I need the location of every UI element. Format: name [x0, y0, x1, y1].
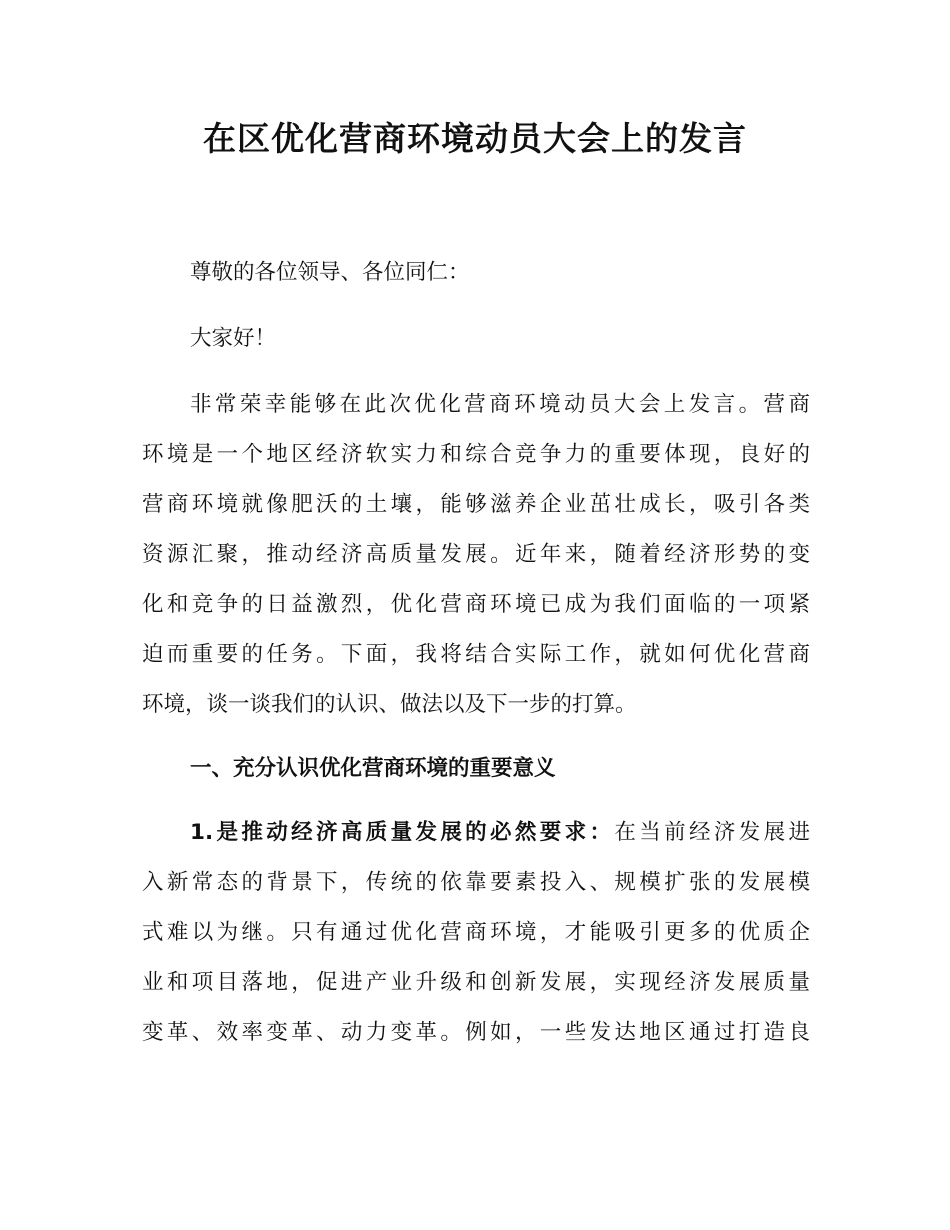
section-1-heading: 一、充分认识优化营商环境的重要意义 [190, 756, 556, 781]
intro-line-4: 资源汇聚，推动经济高质量发展。近年来，随着经济形势的变 [142, 542, 810, 567]
intro-line-5: 化和竞争的日益激烈，优化营商环境已成为我们面临的一项紧 [142, 592, 810, 617]
intro-line-1: 非常荣幸能够在此次优化营商环境动员大会上发言。营商 [190, 392, 810, 417]
document-title: 在区优化营商环境动员大会上的发言 [203, 119, 747, 158]
point-1-line-2: 入新常态的背景下，传统的依靠要素投入、规模扩张的发展模 [142, 870, 810, 895]
intro-line-2: 环境是一个地区经济软实力和综合竞争力的重要体现，良好的 [142, 442, 810, 467]
greeting: 大家好！ [190, 326, 277, 351]
point-1-line-5: 变革、效率变革、动力变革。例如，一些发达地区通过打造良 [142, 1020, 810, 1045]
intro-line-7: 环境，谈一谈我们的认识、做法以及下一步的打算。 [142, 692, 637, 717]
point-1-line-3: 式难以为继。只有通过优化营商环境，才能吸引更多的优质企 [142, 920, 810, 945]
intro-line-3: 营商环境就像肥沃的土壤，能够滋养企业茁壮成长，吸引各类 [142, 492, 810, 517]
point-1-line-4: 业和项目落地，促进产业升级和创新发展，实现经济发展质量 [142, 970, 810, 995]
point-1-label: 1.是推动经济高质量发展的必然要求： [190, 820, 615, 845]
point-1-first-line [190, 808, 810, 858]
point-1-first-line-text: 在当前经济发展进 [614, 820, 810, 845]
intro-line-6: 迫而重要的任务。下面，我将结合实际工作，就如何优化营商 [142, 642, 810, 667]
salutation: 尊敬的各位领导、各位同仁： [190, 260, 470, 285]
